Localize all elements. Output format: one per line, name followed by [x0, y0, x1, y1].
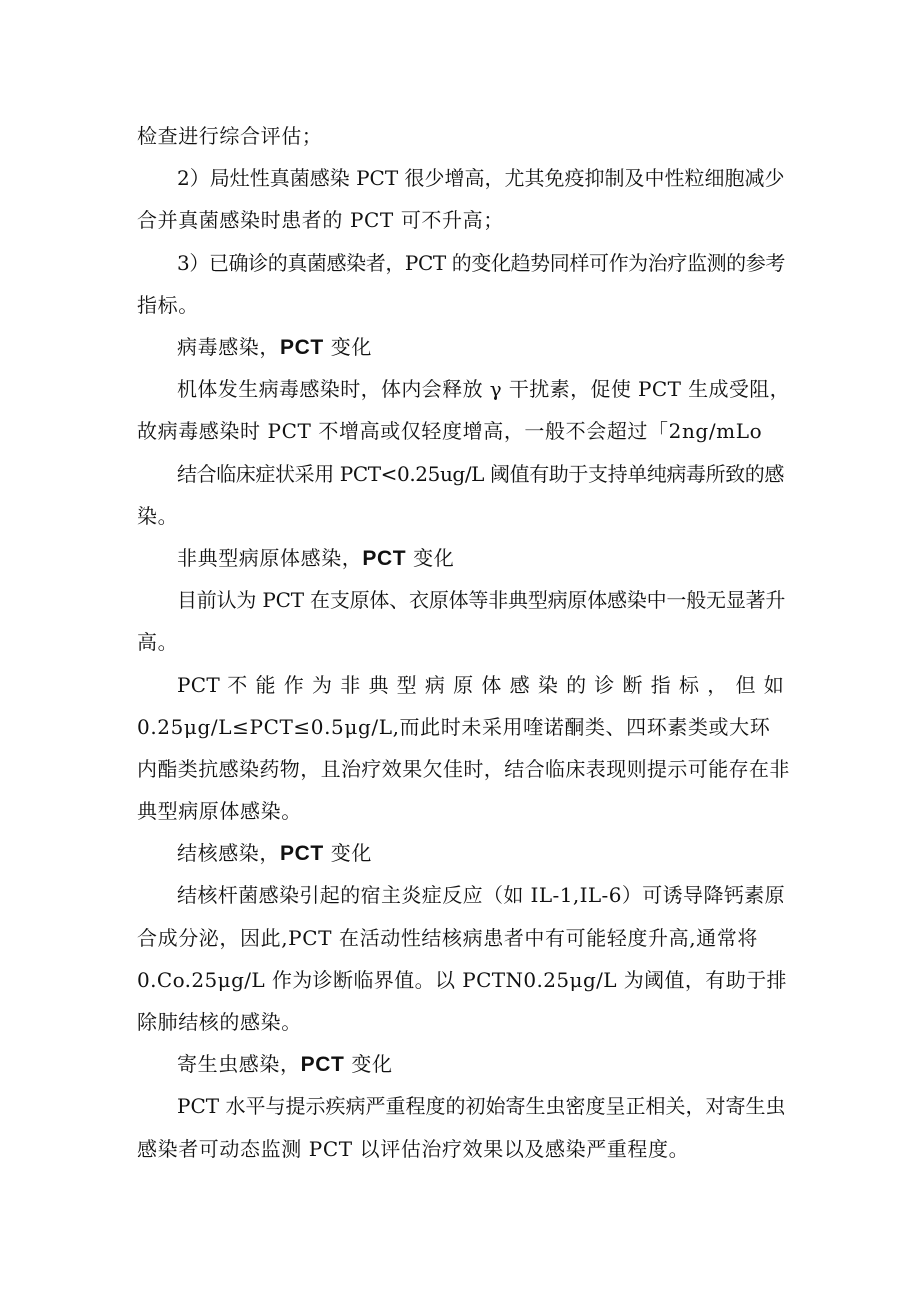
- body-line: 0.25μg/L≤PCT≤0.5μg/L,而此时未采用喹诺酮类、四环素类或大环: [137, 715, 771, 739]
- body-line: 故病毒感染时 PCT 不增高或仅轻度增高，一般不会超过「2ng/mLo: [137, 419, 763, 443]
- section-heading-atypical: [177, 546, 454, 571]
- body-line: 指标。: [137, 293, 199, 317]
- body-line: 目前认为 PCT 在支原体、衣原体等非典型病原体感染中一般无显著升: [177, 588, 786, 612]
- body-line: 2）局灶性真菌感染 PCT 很少增高，尤其免疫抑制及中性粒细胞减少: [177, 166, 785, 190]
- body-line: 合成分泌，因此,PCT 在活动性结核病患者中有可能轻度升高,通常将: [137, 926, 758, 950]
- body-line: 结合临床症状采用 PCT<0.25ug/L 阈值有助于支持单纯病毒所致的感: [177, 462, 785, 486]
- heading-prefix: 非典型病原体感染，: [177, 546, 363, 570]
- section-heading-parasite: [177, 1052, 393, 1077]
- heading-prefix: 病毒感染，: [177, 335, 280, 359]
- heading-strong: PCT: [362, 547, 407, 570]
- section-heading-virus: [177, 335, 372, 360]
- heading-strong: PCT: [280, 842, 324, 865]
- body-line: PCT 不 能 作 为 非 典 型 病 原 体 感 染 的 诊 断 指 标 ， 但 如: [177, 673, 784, 697]
- heading-suffix: 变化: [323, 841, 372, 865]
- body-line: 机体发生病毒感染时，体内会释放 γ 干扰素，促使 PCT 生成受阻，: [177, 377, 791, 401]
- body-line: PCT 水平与提示疾病严重程度的初始寄生虫密度呈正相关，对寄生虫: [177, 1094, 786, 1118]
- body-line: 内酯类抗感染药物，且治疗效果欠佳时，结合临床表现则提示可能存在非: [137, 757, 790, 781]
- heading-prefix: 寄生虫感染，: [177, 1052, 301, 1076]
- body-line: 3）已确诊的真菌感染者，PCT 的变化趋势同样可作为治疗监测的参考: [177, 251, 785, 275]
- body-line: 感染者可动态监测 PCT 以评估治疗效果以及感染严重程度。: [137, 1137, 690, 1161]
- heading-prefix: 结核感染，: [177, 841, 280, 865]
- body-line: 除肺结核的感染。: [137, 1010, 302, 1034]
- body-line: 高。: [137, 630, 179, 654]
- heading-strong: PCT: [300, 1053, 345, 1076]
- section-heading-tuberculosis: [177, 841, 372, 866]
- body-line: 合并真菌感染时患者的 PCT 可不升高；: [137, 208, 504, 232]
- heading-suffix: 变化: [344, 1052, 393, 1076]
- body-line: 检查进行综合评估；: [137, 124, 323, 148]
- heading-suffix: 变化: [406, 546, 455, 570]
- body-line: 结核杆菌感染引起的宿主炎症反应（如 IL-1,IL-6）可诱导降钙素原: [177, 883, 786, 907]
- heading-strong: PCT: [280, 336, 324, 359]
- body-line: 典型病原体感染。: [137, 799, 302, 823]
- heading-suffix: 变化: [323, 335, 372, 359]
- body-line: 染。: [137, 504, 179, 528]
- body-line: 0.Co.25μg/L 作为诊断临界值。以 PCTN0.25μg/L 为阈值，有助于排: [137, 968, 787, 992]
